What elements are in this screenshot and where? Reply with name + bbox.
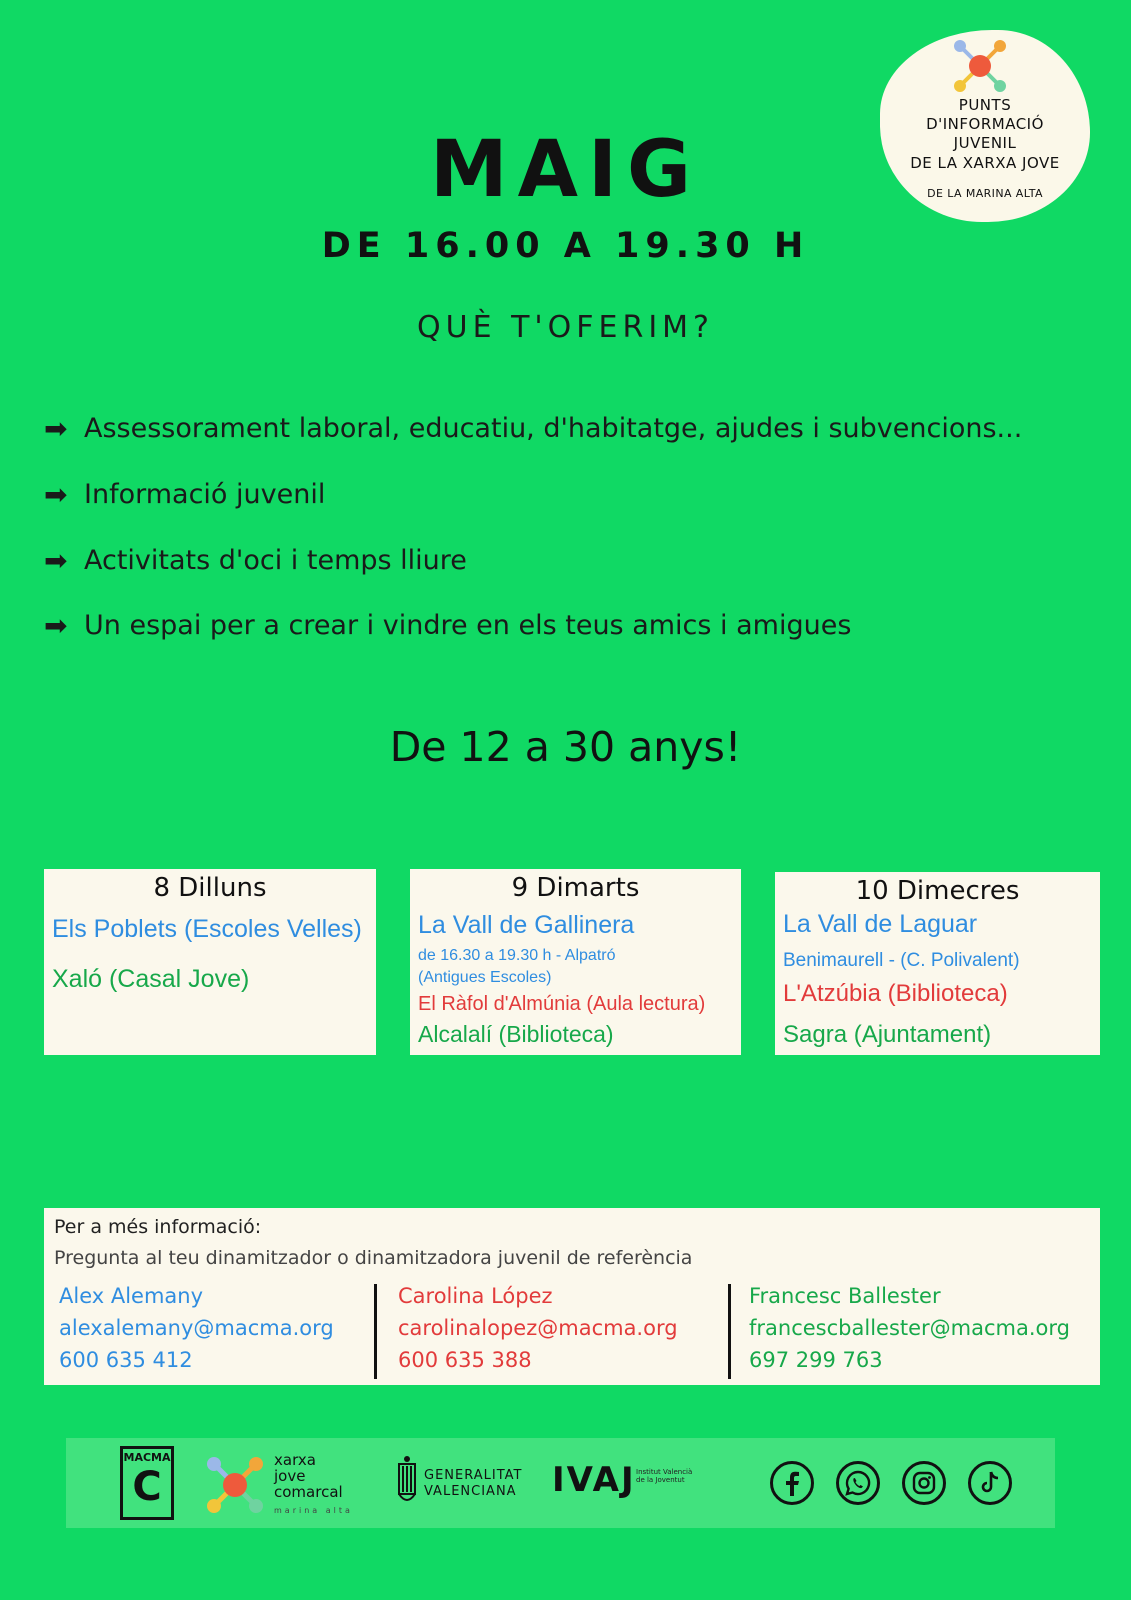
offer-item — [44, 477, 325, 513]
xarxa-logo-text — [274, 1452, 343, 1500]
place-item: de 16.30 a 19.30 h - Alpatró — [418, 947, 616, 964]
offer-text: Informació juvenil — [84, 479, 326, 510]
place-item: Xaló (Casal Jove) — [52, 965, 250, 993]
place-item: L'Atzúbia (Biblioteca) — [783, 980, 1008, 1007]
arrow-right-icon: ➡ — [44, 478, 68, 511]
contact-email-link[interactable]: francescballester@macma.org — [749, 1316, 1070, 1340]
place-item: La Vall de Gallinera — [418, 911, 635, 939]
place-item: Alcalalí (Biblioteca) — [418, 1021, 614, 1047]
contact-phone[interactable]: 600 635 388 — [398, 1348, 532, 1372]
day-card-monday — [44, 869, 376, 1055]
badge-line: DE LA XARXA JOVE — [910, 154, 1060, 172]
place-item: El Ràfol d'Almúnia (Aula lectura) — [418, 993, 706, 1015]
day-card-tuesday — [410, 869, 741, 1055]
arrow-right-icon: ➡ — [44, 544, 68, 577]
place-item: Sagra (Ajuntament) — [783, 1021, 992, 1048]
offer-item — [44, 608, 851, 644]
ivaj-logo-subtitle: Institut Valencià de la Joventut — [636, 1468, 693, 1484]
arrow-right-icon: ➡ — [44, 412, 68, 445]
contact-alex — [59, 1280, 334, 1376]
xarxa-word: jove — [274, 1467, 306, 1485]
day-card-wednesday — [775, 872, 1100, 1055]
place-item: Els Poblets (Escoles Velles) — [52, 915, 362, 943]
whatsapp-icon[interactable] — [836, 1461, 880, 1505]
xarxa-word: xarxa — [274, 1451, 316, 1469]
contact-name: Francesc Ballester — [749, 1284, 941, 1308]
sponsor-footer — [66, 1438, 1055, 1528]
xarxa-logo-subtitle: marina alta — [274, 1506, 353, 1515]
offer-text: Un espai per a crear i vindre en els teus amics i amigues — [84, 610, 852, 641]
contact-carolina — [398, 1280, 678, 1376]
contact-phone[interactable]: 600 635 412 — [59, 1348, 193, 1372]
contact-name: Alex Alemany — [59, 1284, 204, 1308]
contact-name: Carolina López — [398, 1284, 553, 1308]
badge-line: JUVENIL — [953, 134, 1017, 152]
place-item: (Antigues Escoles) — [418, 969, 552, 986]
contact-email-link[interactable]: carolinalopez@macma.org — [398, 1316, 678, 1340]
offer-item — [44, 543, 467, 579]
generalitat-word: VALENCIANA — [424, 1484, 517, 1499]
badge-line: D'INFORMACIÓ — [926, 115, 1044, 133]
day-title: 8 Dilluns — [153, 873, 267, 903]
xarxa-word: comarcal — [274, 1483, 343, 1501]
offer-item — [44, 411, 1022, 447]
xarxa-logo-icon — [950, 34, 1010, 94]
month-title: MAIG — [429, 125, 702, 215]
arrow-right-icon: ➡ — [44, 609, 68, 642]
place-item: La Vall de Laguar — [783, 910, 978, 938]
offer-text: Assessorament laboral, educatiu, d'habitatge, ajudes i subvencions... — [84, 413, 1023, 444]
instagram-icon[interactable] — [902, 1461, 946, 1505]
offer-text: Activitats d'oci i temps lliure — [84, 545, 467, 576]
place-item: Benimaurell - (C. Polivalent) — [783, 950, 1020, 971]
generalitat-logo — [396, 1454, 531, 1514]
ivaj-logo: IVAJ — [552, 1460, 636, 1500]
info-title: Per a més informació: — [54, 1216, 262, 1238]
contact-phone[interactable]: 697 299 763 — [749, 1348, 883, 1372]
contact-info-panel — [44, 1208, 1100, 1385]
offers-heading: QUÈ T'OFERIM? — [417, 310, 714, 345]
contact-francesc — [749, 1280, 1070, 1376]
badge-line: PUNTS — [958, 96, 1012, 114]
divider — [728, 1284, 731, 1379]
macma-logo — [120, 1446, 174, 1520]
age-range: De 12 a 30 anys! — [389, 723, 742, 771]
day-title: 9 Dimarts — [511, 873, 640, 903]
contact-email-link[interactable]: alexalemany@macma.org — [59, 1316, 334, 1340]
info-subtitle: Pregunta al teu dinamitzador o dinamitzadora juvenil de referència — [54, 1247, 693, 1269]
xarxa-network-icon — [204, 1452, 266, 1516]
tiktok-icon[interactable] — [968, 1461, 1012, 1505]
macma-logo-letter: C — [132, 1464, 162, 1510]
macma-logo-text: MACMA — [123, 1451, 171, 1464]
generalitat-crest-icon — [396, 1454, 418, 1512]
xarxa-jove-logo — [204, 1452, 354, 1516]
schedule-hours: DE 16.00 A 19.30 H — [321, 226, 810, 266]
generalitat-word: GENERALITAT — [424, 1468, 523, 1483]
badge-line: DE LA MARINA ALTA — [927, 187, 1043, 200]
divider — [374, 1284, 377, 1379]
day-title: 10 Dimecres — [855, 876, 1020, 906]
facebook-icon[interactable] — [770, 1461, 814, 1505]
generalitat-logo-text — [424, 1468, 522, 1500]
